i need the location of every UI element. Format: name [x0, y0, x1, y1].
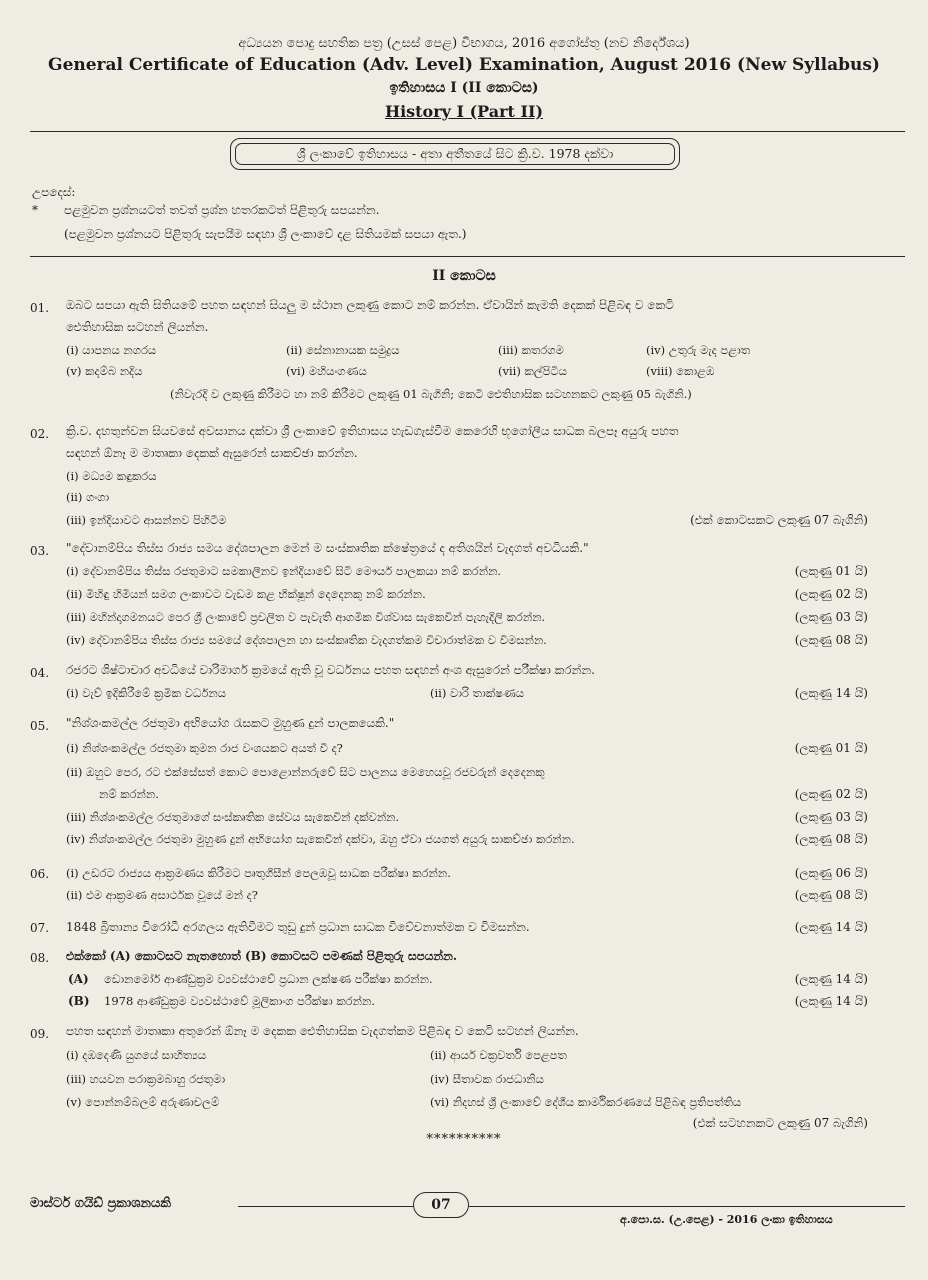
footer-subject: අ.පො.ස. (උ.පෙළ) - 2016 ලංකා ඉතිහාසය	[620, 1213, 833, 1226]
q03-item-marks: (ලකුණු 02 යි)	[794, 587, 868, 601]
q09-line1: පහත සඳහන් මාතෘකා අතුරෙන් ඕනෑ ම දෙකක ඓතිහාසික වැදගත්කම පිළිබඳ ව කෙටි සටහන් ලියන්න.	[66, 1024, 579, 1038]
q01-item: (vii) කල්පිටිය	[498, 364, 567, 378]
header-english: General Certificate of Education (Adv. Level) Examination, August 2016 (New Syllabus)	[48, 55, 880, 75]
q06-item: (i) උඩරට රාජ්‍යය ආක්‍රමණය කිරීමට පෘතුගීසීන් පෙලඹවූ සාධක පරීක්ෂා කරන්න.	[66, 866, 451, 880]
header-sinhala: අධ්‍යයන පොදු සහතික පත්‍ර (උසස් පෙළ) විභාගය, 2016 අගෝස්තු (නව නිර්දේශය)	[238, 36, 690, 51]
q01-item: (i) යාපනය නගරය	[66, 343, 157, 357]
q01-item: (vi) මහියංගණය	[286, 364, 367, 378]
q02-item: (i) මධ්‍යම කඳුකරය	[66, 469, 157, 483]
subject-sinhala: ඉතිහාසය I (II කොටස)	[389, 80, 539, 96]
q06-item: (ii) එම ආක්‍රමණ අසාර්ථක වූයේ මන් ද?	[66, 888, 258, 902]
q03-number: 03.	[30, 544, 50, 558]
topic-box	[230, 138, 680, 170]
q08-label-a: (A)	[68, 972, 89, 986]
q01-item: (iv) උතුරු මැද පළාත	[646, 343, 751, 357]
q06-item-marks: (ලකුණු 08 යි)	[794, 888, 868, 902]
q05-item-cont: නම් කරන්න.	[99, 787, 159, 801]
q01-item: (iii) කතරගම	[498, 343, 564, 357]
q08-label-b: (B)	[68, 994, 90, 1008]
q05-item: (iv) නිශ්ශංකමල්ල රජතුමා මුහුණ දුන් අභියෝග සැකෙවින් දක්වා, ඔහු ඒවා ජයගත් අයුරු සාකච්ඡා කරන්න.	[66, 832, 575, 846]
q03-item-marks: (ලකුණු 08 යි)	[794, 633, 868, 647]
q08-item: 1978 ආණ්ඩුක්‍රම ව්‍යවස්ථාවේ මූලිකාංග පරීක්ෂා කරන්න.	[104, 994, 375, 1008]
q04-number: 04.	[30, 666, 50, 680]
q06-item-marks: (ලකුණු 06 යි)	[794, 866, 868, 880]
part-title: II කොටස	[432, 268, 496, 284]
footer-rule-left	[238, 1206, 413, 1207]
q01-line1: ඔබට සපයා ඇති සිතියමේ පහත සඳහන් සියලු ම ස්ථාන ලකුණු කොට නම් කරන්න. ඒවායින් කැමති දෙකක් පිළිබඳ ව කෙටි	[66, 298, 674, 312]
q03-item: (ii) මිහිඳු හිමියන් සමග ලංකාවට වැඩම කළ භික්ෂූන් දෙදෙනකු නම් කරන්න.	[66, 587, 426, 601]
instructions-rule	[30, 256, 905, 257]
q01-number: 01.	[30, 301, 50, 315]
q09-item: (ii) ආර්ය චක්‍රවර්ති පෙළපත	[430, 1048, 567, 1062]
q09-marks: (එක් සටහනකට ලකුණු 07 බැගිනි)	[692, 1116, 868, 1130]
q07-line1: 1848 බ්‍රිතාන්‍ය විරෝධී අරගලය ඇතිවීමට තුඩු දුන් ප්‍රධාන සාධක විවේචනාත්මක ව විමසන්න.	[66, 920, 530, 934]
q09-number: 09.	[30, 1027, 50, 1041]
q02-line2: සඳහන් ඕනෑ ම මාතෘකා දෙකක් ඇසුරෙන් සාකච්ඡා කරන්න.	[66, 446, 358, 460]
footer-rule-right	[469, 1206, 905, 1207]
q05-item-marks: (ලකුණු 03 යි)	[794, 810, 868, 824]
instructions-line1: පළමුවන ප්‍රශ්නයටත් තවත් ප්‍රශ්න හතරකටත් පිළිතුරු සපයන්න.	[64, 203, 380, 217]
q01-item: (v) කදම්බ නදිය	[66, 364, 143, 378]
q08-number: 08.	[30, 951, 50, 965]
q02-marks: (එක් කොටසකට ලකුණු 07 බැගිනි)	[690, 513, 868, 527]
end-stars: **********	[426, 1132, 502, 1147]
q03-item-marks: (ලකුණු 03 යි)	[794, 610, 868, 624]
q05-item: (i) නිශ්ශංකමල්ල රජතුමා කුමන රාජ වංශයකට අයත් වී ද?	[66, 741, 343, 755]
q04-marks: (ලකුණු 14 යි)	[794, 686, 868, 700]
instructions-heading: උපදෙස්:	[32, 185, 76, 199]
topic-title: ශ්‍රී ලංකාවේ ඉතිහාසය - අතා අතීතයේ සිට ක්‍රි.ව. 1978 දක්වා	[296, 146, 614, 161]
q01-line2: ඓතිහාසික සටහන් ලියන්න.	[66, 320, 209, 334]
instructions-line2: (පළමුවන ප්‍රශ්නයට පිළිතුරු සැපයීම සඳහා ශ්‍රී ලංකාවේ දළ සිතියමක් සපයා ඇත.)	[64, 227, 467, 241]
q01-item: (viii) කොළඹ	[646, 364, 715, 378]
q09-item: (vi) නිදහස් ශ්‍රී ලංකාවේ දේශීය කාර්මිකරණයේ පිළිබඳ ප්‍රතිපත්තිය	[430, 1095, 742, 1109]
q05-item-marks: (ලකුණු 02 යි)	[794, 787, 868, 801]
q09-item: (i) දඹදෙණි යුගයේ සාහිත්‍යය	[66, 1048, 207, 1062]
page-number-badge	[413, 1192, 469, 1218]
q09-item: (iv) සීතාවක රාජධානිය	[430, 1072, 544, 1086]
q04-item: (i) වැව් ඉදිකිරීමේ ක්‍රමික වර්ධනය	[66, 686, 226, 700]
q08-line1: එක්කෝ (A) කොටසට නැතහොත් (B) කොටසට පමණක් පිළිතුරු සපයන්න.	[66, 949, 458, 963]
q08-item: ඩොනමෝර් ආණ්ඩුක්‍රම ව්‍යවස්ථාවේ ප්‍රධාන ලක්ෂණ පරීක්ෂා කරන්න.	[104, 972, 433, 986]
q08-item-marks: (ලකුණු 14 යි)	[794, 972, 868, 986]
q03-item: (iv) දේවානම්පිය තිස්ස රාජ්‍ය සමයේ දේශපාලන හා සංස්කෘතික වැදගත්කම විචාරාත්මක ව විමසන්න.	[66, 633, 547, 647]
q07-marks: (ලකුණු 14 යි)	[794, 920, 868, 934]
subject-english: History I (Part II)	[384, 102, 544, 121]
q02-item: (ii) ගංගා	[66, 490, 110, 504]
q09-item: (iii) හයවන පරාක්‍රමබාහු රජතුමා	[66, 1072, 226, 1086]
q05-line1: "නිශ්ශංකමල්ල රජතුමා අභියෝග රැසකට මුහුණ දුන් පාලකයෙකි."	[66, 716, 395, 730]
instructions-bullet: *	[32, 203, 38, 217]
q09-item: (v) පොන්නම්බලම් අරුණාචලම්	[66, 1095, 220, 1109]
q01-item: (ii) සේනානායක සමුද්‍රය	[286, 343, 400, 357]
q05-item-marks: (ලකුණු 08 යි)	[794, 832, 868, 846]
header-rule	[30, 131, 905, 132]
q04-line1: රජරට ශිෂ්ටාචාර අවධියේ වාරිමාර්ග ක්‍රමයේ ඇති වූ වර්ධනය පහත සඳහන් අංශ ඇසුරෙන් පරීක්ෂා කරන්න.	[66, 663, 595, 677]
q03-line1: "දේවානම්පිය තිස්ස රාජ්‍ය සමය දේශපාලන මෙන් ම සංස්කෘතික ක්ෂේත්‍රයේ ද අතිශයින් වැදගත් අවධියකි."	[66, 541, 589, 555]
q04-item: (ii) වාරි තාක්ෂණය	[430, 686, 525, 700]
page-number: 07	[431, 1197, 451, 1213]
publisher-name: මාස්ටර් ගයිඩ් ප්‍රකාශනයකි	[30, 1196, 171, 1211]
q02-item: (iii) ඉන්දියාවට ආසන්නව පිහිටීම	[66, 513, 227, 527]
q05-item: (iii) නිශ්ශංකමල්ල රජතුමාගේ සංස්කෘතික සේවය සැකෙවින් දක්වන්න.	[66, 810, 400, 824]
q07-number: 07.	[30, 921, 50, 935]
q05-item: (ii) ඔහුට පෙර, රට එක්සේසත් කොට පොළොන්නරුවේ සිට පාලනය මෙහෙයවූ රජවරුන් දෙදෙනකු	[66, 765, 545, 779]
q03-item-marks: (ලකුණු 01 යි)	[794, 564, 868, 578]
q02-line1: ක්‍රි.ව. දහතුන්වන සියවසේ අවසානය දක්වා ශ්‍රී ලංකාවේ ඉතිහාසය හැඩගැස්වීම කෙරෙහි භූගෝලීය සාධක බලපෑ අයුරු පහත	[66, 424, 679, 438]
q02-number: 02.	[30, 427, 50, 441]
q08-item-marks: (ලකුණු 14 යි)	[794, 994, 868, 1008]
q06-number: 06.	[30, 867, 50, 881]
q01-note: (නිවැරදි ව ලකුණු කිරීමට හා නම් කිරීමට ලකුණු 01 බැගිනි; කෙටි ඓතිහාසික සටහනකට ලකුණු 05 බැගිනි.)	[170, 387, 692, 401]
q03-item: (i) දේවානම්පිය තිස්ස රජතුමාට සමකාලීනව ඉන්දියාවේ සිටි මෞර්ය පාලකයා නම් කරන්න.	[66, 564, 502, 578]
q05-number: 05.	[30, 719, 50, 733]
q05-item-marks: (ලකුණු 01 යි)	[794, 741, 868, 755]
q03-item: (iii) මහින්දාගමනයට පෙර ශ්‍රී ලංකාවේ ප්‍රචලිත ව පැවැති ආගමික විශ්වාස සැකෙවින් පැහැදිලි කරන්න.	[66, 610, 546, 624]
